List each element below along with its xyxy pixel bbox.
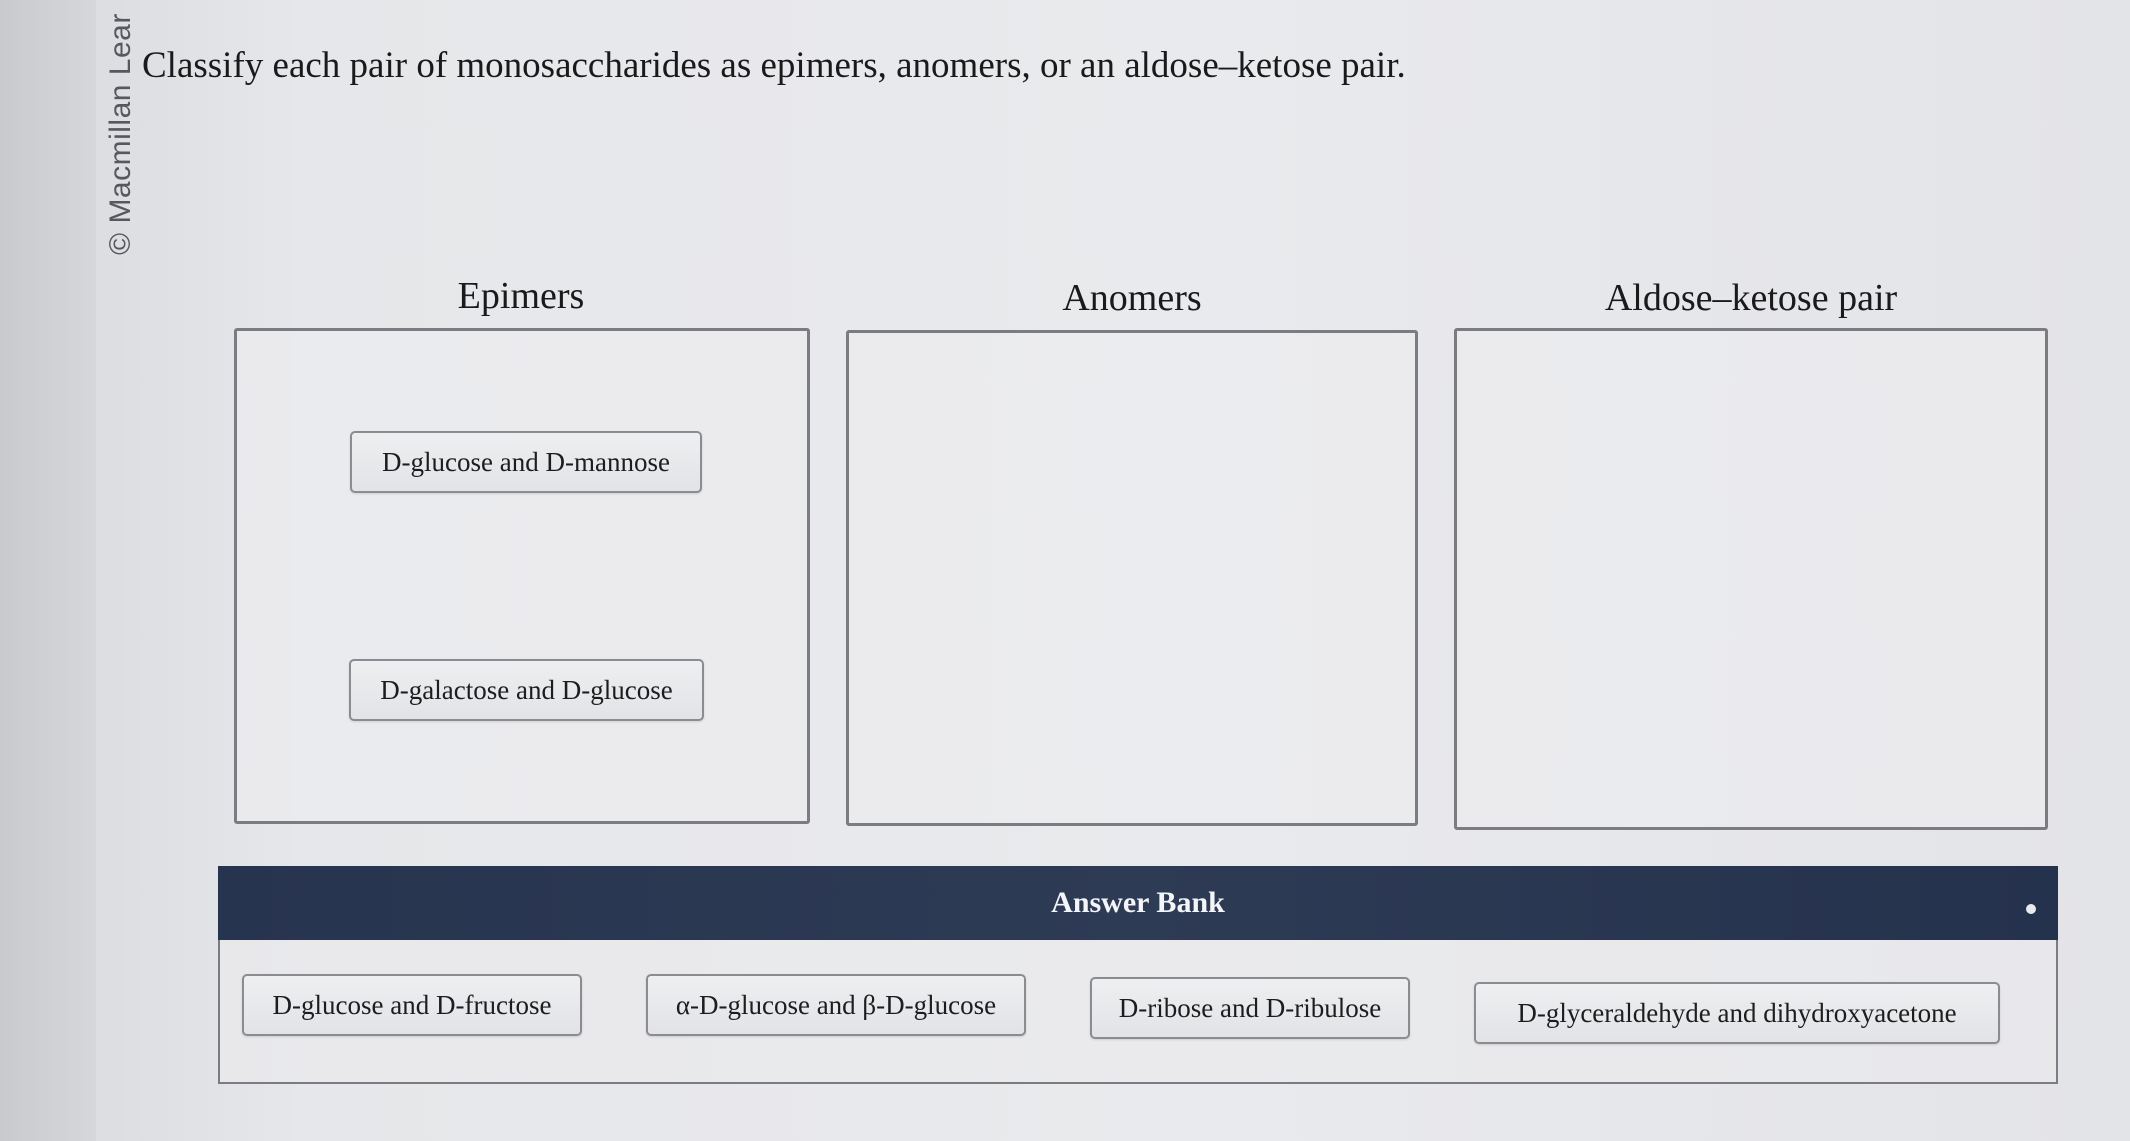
header-dot-icon (2026, 904, 2036, 914)
anomers-label: Anomers (1062, 277, 1202, 319)
bank-item-ribose-ribulose[interactable]: D-ribose and D-ribulose (1090, 977, 1410, 1039)
epimers-dropzone[interactable] (234, 328, 810, 824)
bank-item-glyceraldehyde-dihydroxyacetone[interactable]: D-glyceraldehyde and dihydroxyacetone (1474, 982, 2000, 1044)
question-prompt: Classify each pair of monosaccharides as epimers, anomers, or an aldose–ketose pair. (142, 45, 1406, 86)
anomers-dropzone[interactable] (846, 330, 1418, 826)
bank-item-glucose-fructose[interactable]: D-glucose and D-fructose (242, 974, 582, 1036)
aldose-ketose-dropzone[interactable] (1454, 328, 2048, 830)
copyright-watermark: © Macmillan Lear (104, 13, 137, 255)
answer-bank-header (218, 866, 2058, 940)
answer-bank-title: Answer Bank (1051, 886, 1225, 919)
left-edge-strip (0, 0, 96, 1141)
epimers-label: Epimers (457, 275, 585, 317)
bank-item-alpha-beta-glucose[interactable]: α-D-glucose and β-D-glucose (646, 974, 1026, 1036)
epimers-item-galactose-glucose[interactable]: D-galactose and D-glucose (349, 659, 704, 721)
epimers-item-glucose-mannose[interactable]: D-glucose and D-mannose (350, 431, 702, 493)
aldose-ketose-label: Aldose–ketose pair (1604, 277, 1898, 319)
